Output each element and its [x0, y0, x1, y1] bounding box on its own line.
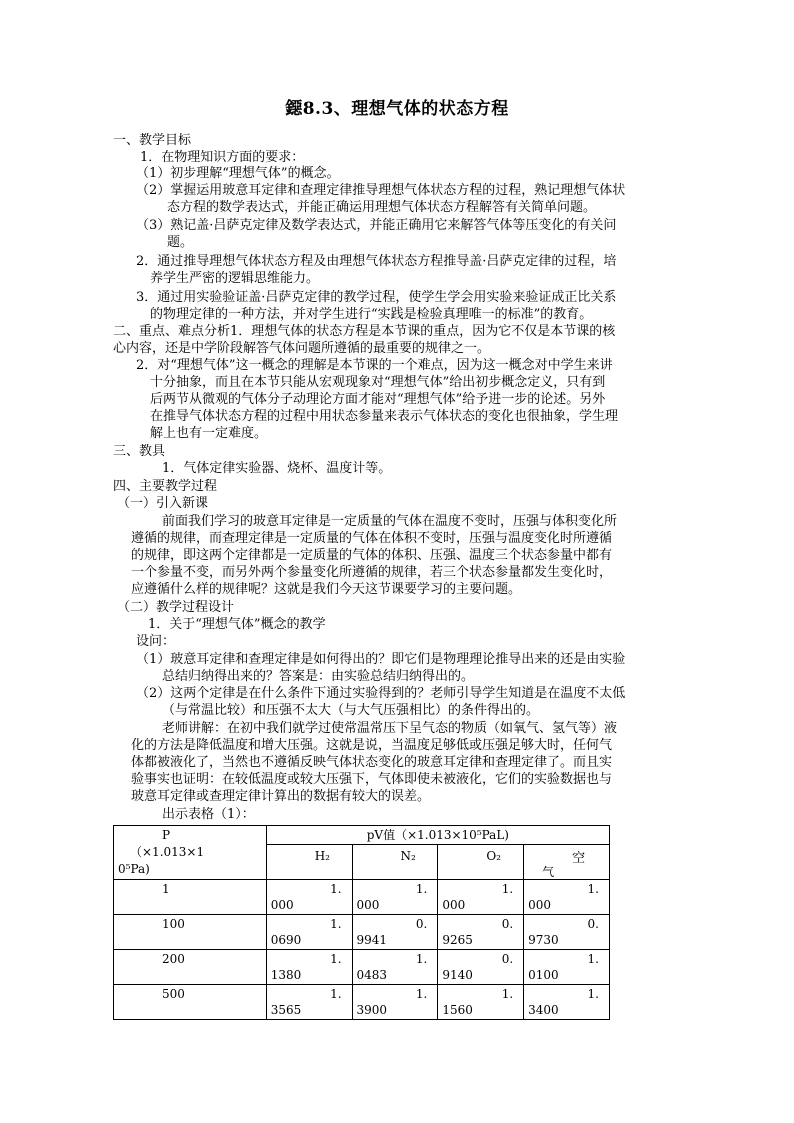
table-cell: 0. 9941: [352, 915, 438, 950]
table-cell: 0. 9730: [524, 915, 610, 950]
gas-label: 气: [542, 865, 555, 879]
section-heading: 四、主要教学过程: [113, 479, 218, 494]
table-cell: 1. 0100: [524, 950, 610, 985]
list-item: （3）熟记盖·吕萨克定律及数学表达式，并能正确用它来解答气体等压变化的有关问: [136, 218, 617, 233]
paragraph-line: 化的方法是降低温度和增大压强。这就是说，当温度足够低或压强足够大时，任何气: [131, 738, 613, 753]
list-item: （1）初步理解“理想气体”的概念。: [136, 166, 340, 181]
table-cell: 0. 9140: [438, 950, 524, 985]
table-cell: 1. 000: [266, 880, 352, 915]
list-item: 1．在物理知识方面的要求：: [140, 150, 305, 165]
gas-label: 空: [572, 851, 586, 866]
pressure-cell: 100: [114, 915, 267, 950]
paragraph-line: （与常温比较）和压强不太大（与大气压强相比）的条件得出的。: [162, 703, 540, 718]
table-cell: 1. 0690: [266, 915, 352, 950]
paragraph-line: 体都被液化了，当然也不遵循反映气体状态变化的玻意耳定律和查理定律了。而且实: [131, 755, 613, 770]
list-item: 1．关于“理想气体”概念的教学: [148, 617, 326, 632]
paragraph-line: 老师讲解：在初中我们就学过使常温常压下呈气态的物质（如氧气、氢气等）液: [162, 721, 618, 736]
table-cell: 0. 9265: [438, 915, 524, 950]
list-item: 3．通过用实验验证盖·吕萨克定律的教学过程，使学生学会用实验来验证成正比关系: [136, 290, 617, 305]
list-item: （1）玻意耳定律和查理定律是如何得出的？即它们是物理理论推导出来的还是由实验: [136, 652, 626, 667]
table-row: [114, 880, 610, 915]
subsection-heading: （一）引入新课: [117, 496, 209, 511]
paragraph-line: 玻意耳定律或查理定律计算出的数据有较大的误差。: [131, 789, 431, 804]
gas-header-air: [524, 845, 610, 880]
paragraph-line: 态方程的数学表达式，并能正确运用理想气体状态方程解答有关简单问题。: [167, 200, 597, 215]
table-cell: 1. 3900: [352, 985, 438, 1020]
paragraph-line: 验事实也证明：在较低温度或较大压强下，气体即使未被液化，它们的实验数据也与: [131, 772, 613, 787]
paragraph-line: 心内容，还是中学阶段解答气体问题所遵循的最重要的规律之一。: [113, 341, 491, 356]
gas-header-n2: [352, 845, 438, 880]
paragraph-line: 的规律，即这两个定律都是一定质量的气体的体积、压强、温度三个状态参量中都有: [131, 548, 613, 563]
table-cell: 1. 0483: [352, 950, 438, 985]
paragraph-line: 解上也有一定难度。: [150, 426, 268, 441]
page-title: 鐚8.3、理想气体的状态方程: [285, 99, 509, 119]
table-cell: 1. 1560: [438, 985, 524, 1020]
section-heading: 二、重点、难点分析1．理想气体的状态方程是本节课的重点，因为它不仅是本节课的核: [113, 324, 616, 339]
section-heading: 一、教学目标: [113, 133, 192, 148]
subsection-heading: （二）教学过程设计: [117, 600, 235, 615]
pv-header-cell: pV值（×1.013×10⁵PaL): [266, 826, 609, 845]
pressure-header-line: 0⁵Pa): [118, 862, 150, 876]
table-row: [114, 985, 610, 1020]
section-heading: 三、教具: [113, 444, 166, 459]
paragraph-line: 前面我们学习的玻意耳定律是一定质量的气体在温度不变时，压强与体积变化所: [162, 514, 618, 529]
table-cell: 1. 000: [524, 880, 610, 915]
table-cell: 1. 000: [352, 880, 438, 915]
table-cell: 1. 1380: [266, 950, 352, 985]
list-item: 1．气体定律实验器、烧杯、温度计等。: [162, 461, 392, 476]
paragraph-line: 遵循的规律，而查理定律是一定质量的气体在体积不变时，压强与温度变化时所遵循: [131, 531, 613, 546]
gas-header-o2: [438, 845, 524, 880]
paragraph-line: 在推导气体状态方程的过程中用状态参量来表示气体状态的变化也很抽象，学生理: [150, 409, 619, 424]
paragraph-line: 总结归纳得出来的？答案是：由实验总结归纳得出的。: [162, 669, 475, 684]
gas-label: H₂: [314, 849, 330, 863]
list-item: 2．通过推导理想气体状态方程及由理想气体状态方程推导盖·吕萨克定律的过程，培: [136, 254, 617, 269]
table-row: [114, 915, 610, 950]
pv-data-table: [113, 825, 610, 1020]
list-item: （2）掌握运用玻意耳定律和查理定律推导理想气体状态方程的过程，熟记理想气体状: [136, 183, 626, 198]
table-cell: 1. 000: [438, 880, 524, 915]
table-cell: 1. 3400: [524, 985, 610, 1020]
pressure-header-line: （×1.013×1: [130, 845, 205, 859]
gas-label: O₂: [486, 849, 501, 863]
table-caption: 出示表格（1）：: [162, 807, 255, 822]
paragraph-line: 养学生严密的逻辑思维能力。: [150, 271, 320, 286]
paragraph-line: 应遵循什么样的规律呢？这就是我们今天这节课要学习的主要问题。: [131, 582, 522, 597]
list-item: （2）这两个定律是在什么条件下通过实验得到的？老师引导学生知道是在温度不太低: [136, 686, 626, 701]
paragraph-line: 设问：: [136, 634, 176, 649]
pressure-cell: 1: [114, 880, 267, 915]
pressure-header-cell: [114, 826, 267, 880]
paragraph-line: 一个参量不变，而另外两个参量变化所遵循的规律，若三个状态参量都发生变化时，: [131, 565, 613, 580]
gas-label: N₂: [400, 849, 416, 863]
gas-header-h2: [266, 845, 352, 880]
pressure-header-line: P: [162, 828, 171, 842]
list-item: 2．对“理想气体”这一概念的理解是本节课的一个难点，因为这一概念对中学生来讲: [136, 358, 613, 373]
table-row: [114, 950, 610, 985]
pressure-cell: 200: [114, 950, 267, 985]
paragraph-line: 的物理定律的一种方法，并对学生进行“实践是检验真理唯一的标准”的教育。: [150, 307, 593, 322]
paragraph-line: 十分抽象，而且在本节只能从宏观现象对“理想气体”给出初步概念定义，只有到: [150, 375, 606, 390]
paragraph-line: 题。: [167, 235, 194, 250]
paragraph-line: 后两节从微观的气体分子动理论方面才能对“理想气体”给予进一步的论述。另外: [150, 392, 606, 407]
pressure-cell: 500: [114, 985, 267, 1020]
table-cell: 1. 3565: [266, 985, 352, 1020]
